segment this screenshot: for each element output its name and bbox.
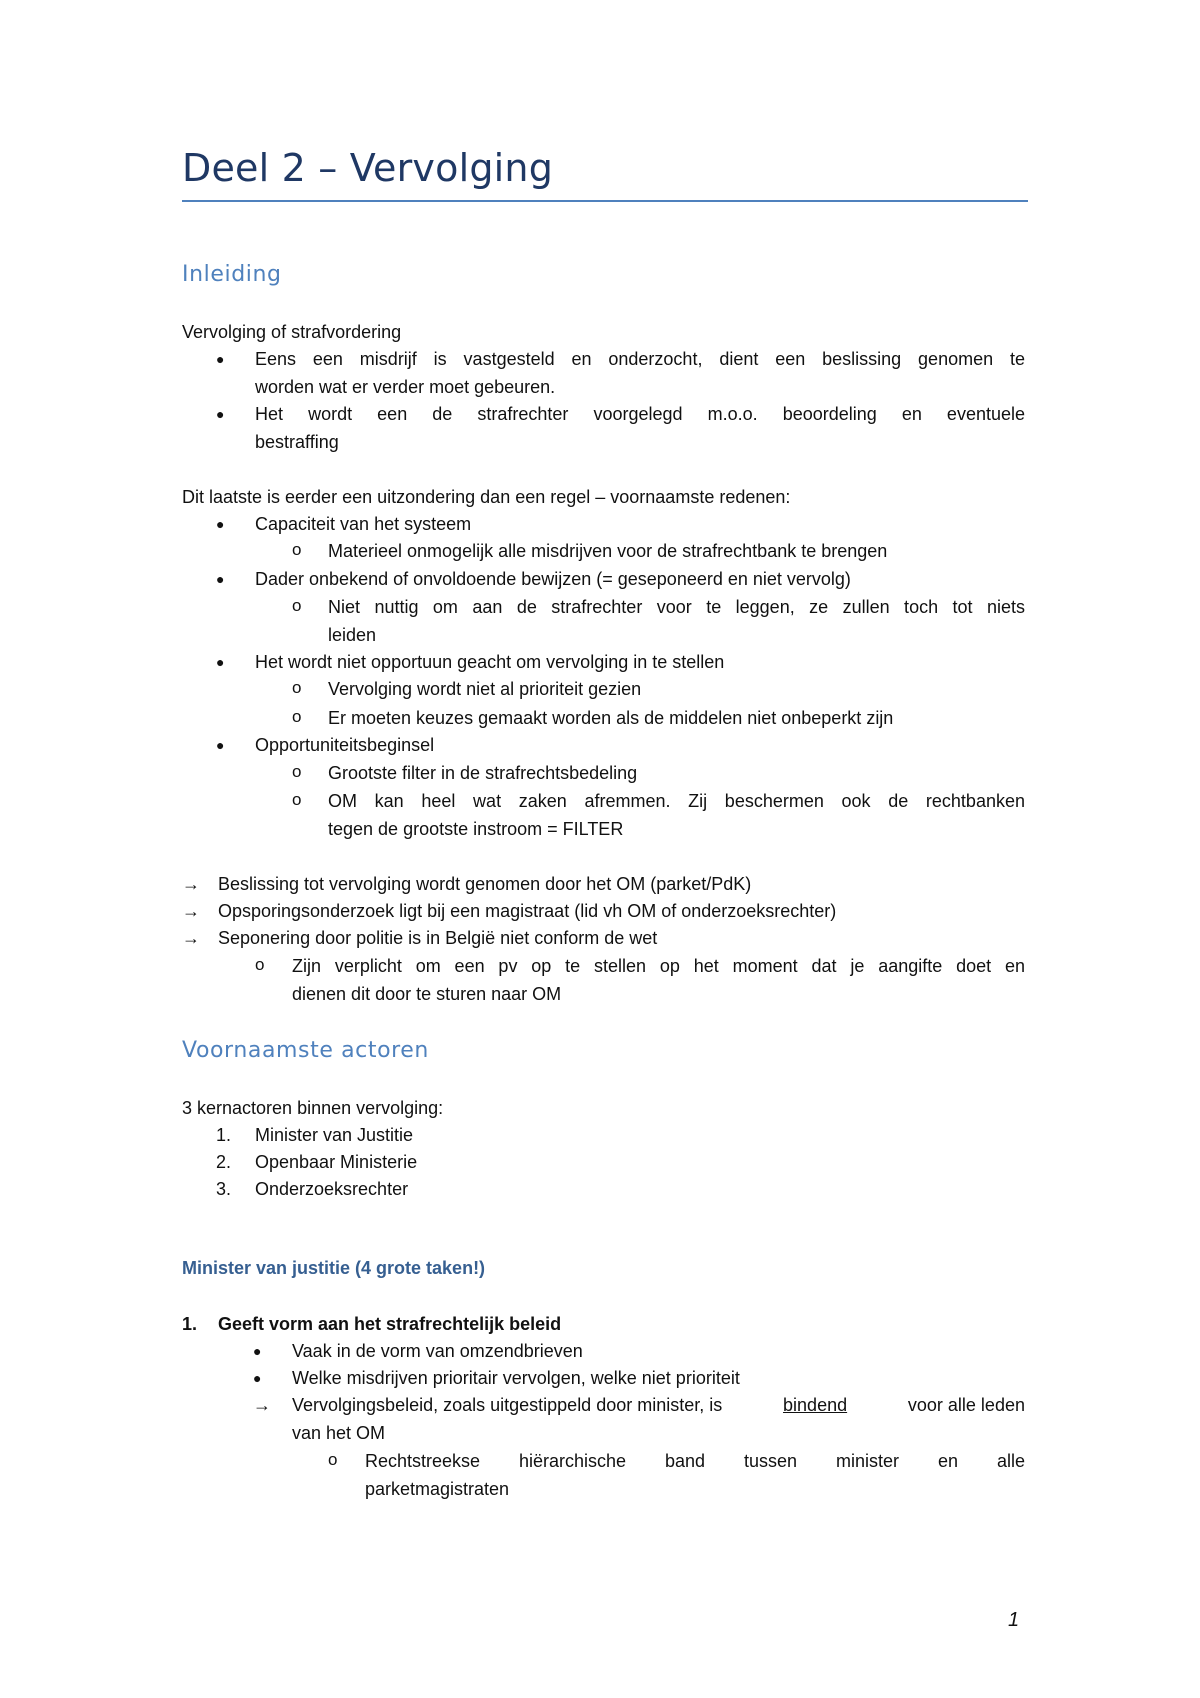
heading-inleiding: Inleiding [182, 262, 282, 287]
sub-bullet-icon: o [255, 955, 265, 974]
bullet-text: Eens een misdrijf is vastgesteld en onderzocht, dient een beslissing genomen te [255, 349, 1025, 369]
sub-item: Rechtstreekse hiërarchische band tussen minister en alle [365, 1451, 1025, 1471]
sub-item: Zijn verplicht om een pv op te stellen op het moment dat je aangifte doet en [292, 956, 1025, 976]
task-title: Geeft vorm aan het strafrechtelijk beleid [218, 1314, 562, 1334]
reason-item: Opportuniteitsbeginsel [255, 735, 435, 755]
list-number: 1. [216, 1125, 232, 1145]
sub-item: leiden [328, 625, 377, 645]
reason-item: Capaciteit van het systeem [255, 514, 472, 534]
bullet-text: Welke misdrijven prioritair vervolgen, welke niet prioriteit [292, 1368, 740, 1388]
arrow-item: Seponering door politie is in België niet conform de wet [218, 928, 658, 948]
sub-bullet-icon: o [292, 596, 302, 615]
bullet-text: Het wordt een de strafrechter voorgelegd m.o.o. beoordeling en eventuele [255, 404, 1025, 424]
reason-item: Dader onbekend of onvoldoende bewijzen (= geseponeerd en niet vervolg) [255, 569, 851, 589]
reason-item: Het wordt niet opportuun geacht om vervolging in te stellen [255, 652, 725, 672]
list-number: 3. [216, 1179, 232, 1199]
arrow-icon: → [182, 901, 200, 921]
sub-item: dienen dit door te sturen naar OM [292, 984, 562, 1004]
arrow-icon: → [253, 1395, 271, 1415]
sub-item: Grootste filter in de strafrechtsbedeling [328, 763, 638, 783]
arrow-item: van het OM [292, 1423, 386, 1443]
bullet-icon: ● [216, 737, 225, 753]
arrow-icon: → [182, 928, 200, 948]
bullet-icon: ● [253, 1343, 262, 1359]
bullet-text: bestraffing [255, 432, 339, 452]
arrow-item: Beslissing tot vervolging wordt genomen door het OM (parket/PdK) [218, 874, 752, 894]
bullet-icon: ● [216, 406, 225, 422]
page-title: Deel 2 – Vervolging [182, 146, 554, 190]
bullet-icon: ● [216, 654, 225, 670]
bullet-text: Vaak in de vorm van omzendbrieven [292, 1341, 583, 1361]
title-underline [182, 200, 1028, 202]
bullet-icon: ● [253, 1370, 262, 1386]
intro-text: Vervolging of strafvordering [182, 322, 402, 342]
page-number: 1 [1008, 1609, 1020, 1631]
sub-bullet-icon: o [292, 678, 302, 697]
sub-item: tegen de grootste instroom = FILTER [328, 819, 624, 839]
actoren-intro: 3 kernactoren binnen vervolging: [182, 1098, 444, 1118]
heading-actoren: Voornaamste actoren [182, 1038, 429, 1063]
sub-bullet-icon: o [292, 790, 302, 809]
arrow-text-end: voor alle leden [907, 1395, 1025, 1415]
arrow-item [292, 1395, 1025, 1416]
task-number: 1. [182, 1314, 198, 1334]
sub-bullet-icon: o [292, 762, 302, 781]
sub-item: Niet nuttig om aan de strafrechter voor te leggen, ze zullen toch tot niets [328, 597, 1025, 617]
bullet-icon: ● [216, 351, 225, 367]
heading-minister: Minister van justitie (4 grote taken!) [182, 1258, 486, 1278]
bullet-icon: ● [216, 571, 225, 587]
bullet-icon: ● [216, 516, 225, 532]
sub-item: Materieel onmogelijk alle misdrijven voor de strafrechtbank te brengen [328, 541, 888, 561]
sub-item: parketmagistraten [365, 1479, 510, 1499]
sub-bullet-icon: o [292, 540, 302, 559]
sub-bullet-icon: o [292, 707, 302, 726]
arrow-item: Opsporingsonderzoek ligt bij een magistraat (lid vh OM of onderzoeksrechter) [218, 901, 837, 921]
sub-item: OM kan heel wat zaken afremmen. Zij beschermen ook de rechtbanken [328, 791, 1025, 811]
list-item: Onderzoeksrechter [255, 1179, 409, 1199]
sub-item: Er moeten keuzes gemaakt worden als de middelen niet onbeperkt zijn [328, 708, 894, 728]
arrow-text-start: Vervolgingsbeleid, zoals uitgestippeld door minister, is [292, 1395, 723, 1415]
list-number: 2. [216, 1152, 232, 1172]
sub-item: Vervolging wordt niet al prioriteit gezien [328, 679, 642, 699]
sub-bullet-icon: o [328, 1450, 338, 1469]
arrow-icon: → [182, 874, 200, 894]
list-item: Openbaar Ministerie [255, 1152, 418, 1172]
bullet-text: worden wat er verder moet gebeuren. [255, 377, 556, 397]
underlined-word: bindend [783, 1395, 848, 1415]
exception-text: Dit laatste is eerder een uitzondering dan een regel – voornaamste redenen: [182, 487, 791, 507]
list-item: Minister van Justitie [255, 1125, 414, 1145]
